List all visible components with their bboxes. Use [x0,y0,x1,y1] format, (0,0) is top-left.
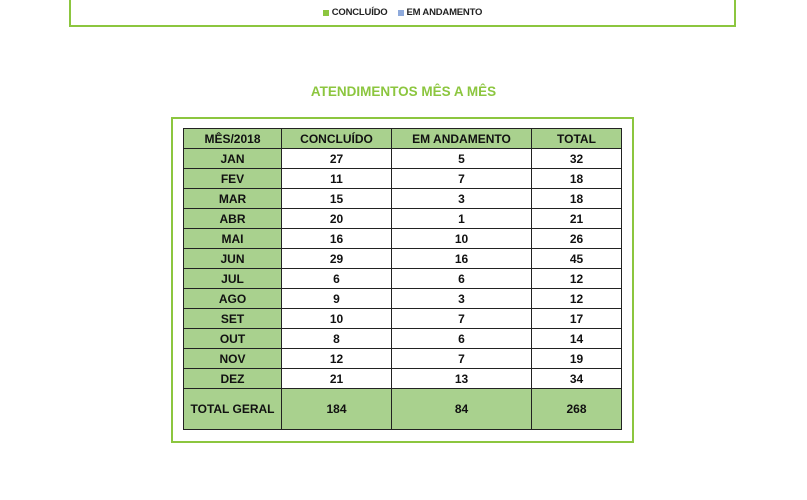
concluido-cell: 20 [282,209,392,229]
table-row [184,269,622,289]
table-row [184,349,622,369]
table-row [184,169,622,189]
month-cell: JAN [184,149,282,169]
total-cell: 12 [532,289,622,309]
concluido-cell: 29 [282,249,392,269]
total-cell: 26 [532,229,622,249]
concluido-cell: 10 [282,309,392,329]
concluido-cell: 15 [282,189,392,209]
concluido-cell: 11 [282,169,392,189]
table-row [184,189,622,209]
month-cell: MAR [184,189,282,209]
em-andamento-cell: 3 [392,189,532,209]
chart-frame [69,0,736,27]
month-cell: DEZ [184,369,282,389]
total-cell: 18 [532,169,622,189]
concluido-cell: 6 [282,269,392,289]
table-row [184,329,622,349]
month-cell: NOV [184,349,282,369]
total-cell: 17 [532,309,622,329]
em-andamento-cell: 1 [392,209,532,229]
legend-item-em-andamento [398,7,483,18]
total-cell: 14 [532,329,622,349]
total-cell: 45 [532,249,622,269]
table-row [184,309,622,329]
em-andamento-cell: 6 [392,269,532,289]
month-cell: MAI [184,229,282,249]
legend-label-concluido: CONCLUÍDO [331,7,388,18]
concluido-cell: 27 [282,149,392,169]
header-em-andamento: EM ANDAMENTO [392,129,532,149]
table-row [184,149,622,169]
total-cell: 12 [532,269,622,289]
total-concluido: 184 [282,389,392,430]
em-andamento-cell: 7 [392,349,532,369]
total-cell: 18 [532,189,622,209]
em-andamento-cell: 10 [392,229,532,249]
attendance-table [183,128,622,430]
total-cell: 34 [532,369,622,389]
em-andamento-cell: 16 [392,249,532,269]
table-header-row [184,129,622,149]
concluido-cell: 21 [282,369,392,389]
total-row [184,389,622,430]
total-em-andamento: 84 [392,389,532,430]
table-row [184,369,622,389]
em-andamento-cell: 6 [392,329,532,349]
concluido-cell: 16 [282,229,392,249]
total-total: 268 [532,389,622,430]
table-row [184,249,622,269]
section-title: ATENDIMENTOS MÊS A MÊS [310,84,497,99]
total-cell: 19 [532,349,622,369]
month-cell: FEV [184,169,282,189]
month-cell: OUT [184,329,282,349]
header-concluido: CONCLUÍDO [282,129,392,149]
em-andamento-cell: 7 [392,169,532,189]
em-andamento-cell: 5 [392,149,532,169]
chart-legend [71,7,734,18]
legend-label-em-andamento: EM ANDAMENTO [406,7,483,18]
month-cell: AGO [184,289,282,309]
header-total: TOTAL [532,129,622,149]
month-cell: JUL [184,269,282,289]
legend-item-concluido [323,7,388,18]
total-label: TOTAL GERAL [184,389,282,430]
legend-swatch-em-andamento [398,10,404,16]
header-month: MÊS/2018 [184,129,282,149]
concluido-cell: 8 [282,329,392,349]
em-andamento-cell: 7 [392,309,532,329]
month-cell: JUN [184,249,282,269]
total-cell: 32 [532,149,622,169]
em-andamento-cell: 13 [392,369,532,389]
em-andamento-cell: 3 [392,289,532,309]
table-row [184,229,622,249]
legend-swatch-concluido [323,10,329,16]
table-row [184,289,622,309]
total-cell: 21 [532,209,622,229]
concluido-cell: 9 [282,289,392,309]
month-cell: SET [184,309,282,329]
month-cell: ABR [184,209,282,229]
concluido-cell: 12 [282,349,392,369]
table-row [184,209,622,229]
